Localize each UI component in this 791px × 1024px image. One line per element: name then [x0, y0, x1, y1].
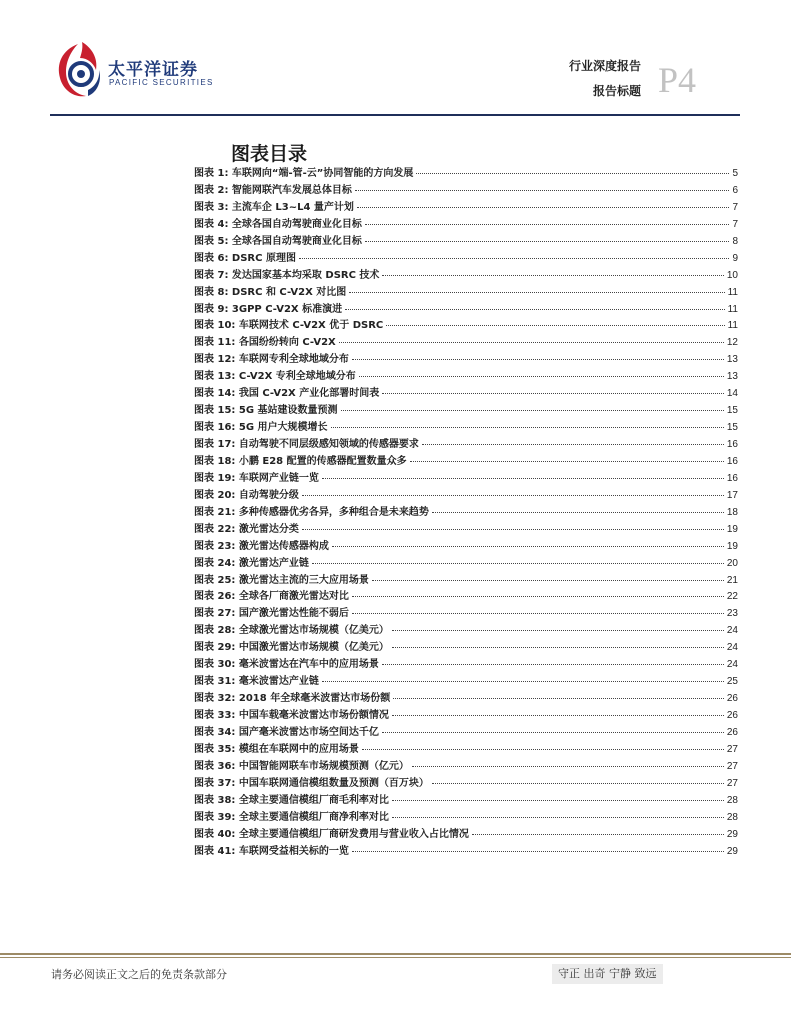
toc-item-page: 24: [726, 659, 738, 671]
toc-item-page: 10: [726, 269, 738, 281]
toc-item-label: 图表 14: 我国 C-V2X 产业化部署时间表: [194, 388, 380, 400]
toc-item-label: 图表 35: 模组在车联网中的应用场景: [194, 743, 359, 755]
toc-leader-dots: [322, 681, 724, 682]
toc-item[interactable]: [194, 183, 738, 200]
toc-item[interactable]: [194, 606, 738, 623]
toc-item[interactable]: [194, 352, 738, 369]
toc-item[interactable]: [194, 827, 738, 844]
toc-item[interactable]: [194, 369, 738, 386]
toc-leader-dots: [345, 309, 725, 310]
figure-toc-list: [194, 166, 738, 860]
toc-item[interactable]: [194, 708, 738, 725]
header-divider: [50, 114, 740, 116]
toc-item-page: 23: [726, 608, 738, 620]
toc-item[interactable]: [194, 522, 738, 539]
toc-item-label: 图表 16: 5G 用户大规模增长: [194, 422, 328, 434]
toc-item-label: 图表 34: 国产毫米波雷达市场空间达千亿: [194, 726, 379, 738]
toc-item-label: 图表 41: 车联网受益相关标的一览: [194, 845, 349, 857]
toc-item-label: 图表 23: 激光雷达传感器构成: [194, 540, 329, 552]
toc-item-label: 图表 26: 全球各厂商激光雷达对比: [194, 591, 349, 603]
toc-item-label: 图表 21: 多种传感器优劣各异，多种组合是未来趋势: [194, 506, 429, 518]
company-name-en: PACIFIC SECURITIES: [109, 78, 214, 87]
toc-item-page: 15: [726, 405, 738, 417]
toc-item[interactable]: [194, 217, 738, 234]
toc-leader-dots: [382, 275, 723, 276]
toc-item-page: 11: [727, 320, 738, 332]
toc-item-page: 11: [727, 286, 738, 298]
toc-item[interactable]: [194, 420, 738, 437]
toc-item-label: 图表 32: 2018 年全球毫米波雷达市场份额: [194, 693, 391, 705]
toc-item[interactable]: [194, 691, 738, 708]
toc-item-label: 图表 18: 小鹏 E28 配置的传感器配置数量众多: [194, 455, 407, 467]
toc-item-page: 21: [726, 574, 738, 586]
toc-item-page: 29: [726, 828, 738, 840]
toc-item-page: 16: [726, 455, 738, 467]
toc-item-label: 图表 24: 激光雷达产业链: [194, 557, 309, 569]
toc-item-label: 图表 28: 全球激光雷达市场规模（亿美元）: [194, 625, 389, 637]
toc-leader-dots: [362, 749, 724, 750]
toc-item[interactable]: [194, 573, 738, 590]
toc-item[interactable]: [194, 251, 738, 268]
toc-leader-dots: [299, 258, 729, 259]
toc-leader-dots: [416, 173, 729, 174]
toc-item-label: 图表 29: 中国激光雷达市场规模（亿美元）: [194, 642, 389, 654]
toc-leader-dots: [302, 529, 724, 530]
toc-item-page: 7: [732, 218, 738, 230]
toc-item-page: 27: [726, 777, 738, 789]
toc-item-page: 16: [726, 472, 738, 484]
toc-leader-dots: [422, 444, 724, 445]
toc-leader-dots: [322, 478, 724, 479]
toc-item-label: 图表 36: 中国智能网联车市场规模预测（亿元）: [194, 760, 409, 772]
toc-item-label: 图表 4: 全球各国自动驾驶商业化目标: [194, 218, 362, 230]
toc-item[interactable]: [194, 471, 738, 488]
toc-item-page: 7: [732, 201, 738, 213]
toc-item[interactable]: [194, 403, 738, 420]
toc-item[interactable]: [194, 200, 738, 217]
toc-leader-dots: [393, 698, 724, 699]
toc-item-page: 14: [726, 388, 738, 400]
toc-item-page: 20: [726, 557, 738, 569]
toc-leader-dots: [312, 563, 724, 564]
toc-item-label: 图表 27: 国产激光雷达性能不弱后: [194, 608, 349, 620]
toc-item-page: 13: [726, 354, 738, 366]
report-title: 报告标题: [592, 84, 641, 98]
toc-item-page: 15: [726, 422, 738, 434]
toc-item-page: 18: [726, 506, 738, 518]
toc-item-page: 22: [726, 591, 738, 603]
toc-item[interactable]: [194, 793, 738, 810]
toc-leader-dots: [392, 800, 724, 801]
toc-item-label: 图表 22: 激光雷达分类: [194, 523, 299, 535]
toc-item-page: 19: [726, 523, 738, 535]
toc-item[interactable]: [194, 302, 738, 319]
toc-item[interactable]: [194, 285, 738, 302]
toc-item-label: 图表 12: 车联网专利全球地域分布: [194, 354, 349, 366]
toc-item[interactable]: [194, 759, 738, 776]
toc-item-page: 26: [726, 726, 738, 738]
toc-item-page: 28: [726, 811, 738, 823]
toc-item-page: 12: [726, 337, 738, 349]
toc-item[interactable]: [194, 623, 738, 640]
toc-title: 图表目录: [231, 143, 308, 165]
toc-item[interactable]: [194, 234, 738, 251]
toc-item[interactable]: [194, 640, 738, 657]
toc-item-label: 图表 8: DSRC 和 C-V2X 对比图: [194, 286, 347, 298]
toc-leader-dots: [352, 613, 724, 614]
toc-item-page: 26: [726, 693, 738, 705]
toc-item[interactable]: [194, 556, 738, 573]
toc-leader-dots: [432, 512, 724, 513]
company-motto: 守正 出奇 宁静 致远: [552, 964, 663, 984]
toc-item-page: 9: [732, 252, 738, 264]
toc-leader-dots: [339, 342, 724, 343]
toc-item-label: 图表 9: 3GPP C-V2X 标准演进: [194, 303, 343, 315]
toc-item-label: 图表 10: 车联网技术 C-V2X 优于 DSRC: [194, 320, 384, 332]
toc-item-label: 图表 2: 智能网联汽车发展总体目标: [194, 184, 352, 196]
toc-item-label: 图表 31: 毫米波雷达产业链: [194, 676, 319, 688]
toc-item-page: 19: [726, 540, 738, 552]
toc-leader-dots: [352, 359, 724, 360]
toc-leader-dots: [386, 325, 724, 326]
toc-leader-dots: [382, 664, 724, 665]
toc-item-label: 图表 33: 中国车载毫米波雷达市场份额情况: [194, 710, 389, 721]
report-type: 行业深度报告: [568, 59, 641, 73]
toc-item-page: 24: [726, 642, 738, 654]
toc-leader-dots: [359, 376, 724, 377]
toc-item[interactable]: [194, 268, 738, 285]
toc-leader-dots: [331, 427, 724, 428]
toc-leader-dots: [382, 393, 724, 394]
toc-leader-dots: [332, 546, 724, 547]
toc-leader-dots: [392, 647, 724, 648]
toc-item[interactable]: [194, 454, 738, 471]
footer-divider-thin: [0, 957, 791, 958]
toc-item-label: 图表 3: 主流车企 L3~L4 量产计划: [194, 201, 354, 213]
toc-item-page: 26: [726, 710, 738, 721]
toc-leader-dots: [432, 783, 724, 784]
toc-leader-dots: [352, 851, 724, 852]
toc-item-page: 11: [727, 303, 738, 315]
toc-item-label: 图表 30: 毫米波雷达在汽车中的应用场景: [194, 659, 379, 671]
toc-leader-dots: [472, 834, 724, 835]
toc-leader-dots: [352, 596, 724, 597]
disclaimer-text: 请务必阅读正文之后的免责条款部分: [51, 968, 227, 981]
company-name-cn: 太平洋证券: [108, 60, 198, 80]
toc-leader-dots: [365, 224, 730, 225]
toc-item-label: 图表 39: 全球主要通信模组厂商净利率对比: [194, 811, 389, 823]
toc-item-label: 图表 1: 车联网向“端-管-云”协同智能的方向发展: [194, 168, 414, 179]
toc-item-label: 图表 11: 各国纷纷转向 C-V2X: [194, 337, 336, 349]
toc-leader-dots: [392, 715, 724, 716]
toc-item-page: 28: [726, 794, 738, 806]
footer-divider: [0, 953, 791, 955]
toc-item[interactable]: [194, 386, 738, 403]
toc-item-label: 图表 38: 全球主要通信模组厂商毛利率对比: [194, 794, 389, 806]
toc-item-page: 25: [726, 676, 738, 688]
toc-item-page: 24: [726, 625, 738, 637]
toc-item[interactable]: [194, 488, 738, 505]
toc-item-label: 图表 15: 5G 基站建设数量预测: [194, 405, 338, 417]
toc-item[interactable]: [194, 742, 738, 759]
toc-leader-dots: [365, 241, 730, 242]
toc-item[interactable]: [194, 810, 738, 827]
page-header: [0, 0, 791, 120]
toc-item[interactable]: [194, 335, 738, 352]
toc-leader-dots: [341, 410, 724, 411]
toc-leader-dots: [412, 766, 724, 767]
toc-leader-dots: [410, 461, 724, 462]
toc-item-page: 27: [726, 760, 738, 772]
toc-item[interactable]: [194, 674, 738, 691]
company-logo: [52, 40, 212, 100]
toc-item[interactable]: [194, 589, 738, 606]
toc-item-label: 图表 5: 全球各国自动驾驶商业化目标: [194, 235, 362, 247]
toc-item[interactable]: [194, 539, 738, 556]
toc-item-label: 图表 13: C-V2X 专利全球地域分布: [194, 371, 356, 383]
pacific-securities-logo-icon: [52, 40, 104, 102]
toc-item-label: 图表 19: 车联网产业链一览: [194, 472, 319, 484]
toc-leader-dots: [355, 190, 730, 191]
toc-item-label: 图表 7: 发达国家基本均采取 DSRC 技术: [194, 269, 380, 281]
toc-leader-dots: [357, 207, 730, 208]
toc-item[interactable]: [194, 437, 738, 454]
toc-item-page: 17: [726, 489, 738, 501]
toc-item-label: 图表 6: DSRC 原理图: [194, 252, 296, 264]
toc-item-label: 图表 25: 激光雷达主流的三大应用场景: [194, 574, 369, 586]
toc-item-page: 16: [726, 439, 738, 450]
toc-item-page: 27: [726, 743, 738, 755]
toc-item-label: 图表 40: 全球主要通信模组厂商研发费用与营业收入占比情况: [194, 828, 469, 840]
toc-leader-dots: [349, 292, 724, 293]
toc-leader-dots: [392, 817, 724, 818]
toc-item-label: 图表 20: 自动驾驶分级: [194, 489, 299, 501]
toc-item-label: 图表 37: 中国车联网通信模组数量及预测（百万块）: [194, 777, 429, 789]
toc-item-page: 29: [726, 845, 738, 857]
toc-item[interactable]: [194, 844, 738, 861]
toc-item[interactable]: [194, 776, 738, 793]
toc-leader-dots: [372, 580, 724, 581]
toc-leader-dots: [302, 495, 724, 496]
toc-item[interactable]: [194, 505, 738, 522]
toc-item-page: 8: [732, 235, 738, 247]
toc-item[interactable]: [194, 725, 738, 742]
toc-leader-dots: [382, 732, 724, 733]
toc-leader-dots: [392, 630, 724, 631]
toc-item-page: 5: [732, 168, 738, 179]
toc-item[interactable]: [194, 166, 738, 183]
toc-item-page: 6: [732, 184, 738, 196]
toc-item-label: 图表 17: 自动驾驶不同层级感知领域的传感器要求: [194, 439, 419, 450]
toc-item[interactable]: [194, 657, 738, 674]
toc-item[interactable]: [194, 318, 738, 335]
toc-item-page: 13: [726, 371, 738, 383]
page-number: P4: [658, 60, 697, 100]
